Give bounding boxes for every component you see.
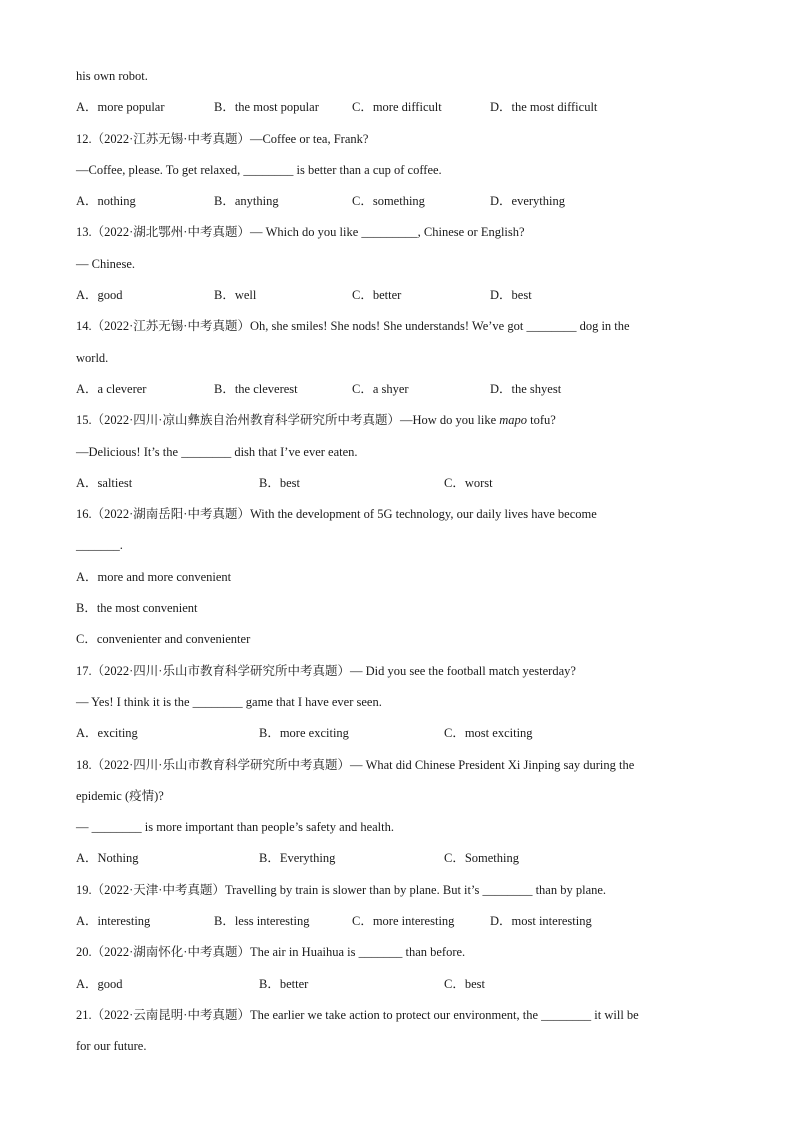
option-b: B．less interesting — [214, 914, 310, 929]
question-13-stem: 13.（2022·湖北鄂州·中考真题）— Which do you like _________, Chinese or English? — [76, 225, 525, 240]
question-16-stem: 16.（2022·湖南岳阳·中考真题）With the development of 5G technology, our daily lives have become — [76, 507, 597, 522]
option-b: B．anything — [214, 194, 279, 209]
question-18-options — [76, 844, 726, 875]
option-a: A．exciting — [76, 726, 138, 741]
question-16-option-a: A．more and more convenient — [76, 569, 232, 584]
option-a: A．good — [76, 288, 123, 303]
question-13-dialogue: — Chinese. — [76, 256, 136, 271]
question-15-stem — [76, 406, 726, 437]
option-c: C．a shyer — [352, 381, 409, 396]
question-19-options — [76, 907, 726, 938]
question-20-options — [76, 970, 726, 1001]
question-13-options — [76, 281, 726, 312]
option-a: A．good — [76, 976, 123, 991]
question-17-options — [76, 719, 726, 750]
question-19-stem: 19.（2022·天津·中考真题）Travelling by train is slower than by plane. But it’s ________ than by plane. — [76, 882, 607, 897]
option-d: D．the shyest — [490, 381, 562, 396]
question-15-options — [76, 469, 726, 500]
option-a: A．a cleverer — [76, 381, 147, 396]
question-18-dialogue: — ________ is more important than people’s safety and health. — [76, 820, 394, 835]
option-a: A．nothing — [76, 194, 136, 209]
option-d: D．everything — [490, 194, 565, 209]
question-14-stem: 14.（2022·江苏无锡·中考真题）Oh, she smiles! She nods! She understands! We’ve got ________ dog in the — [76, 319, 630, 334]
question-11-continuation: his own robot. — [76, 69, 148, 83]
question-15-italic-term: mapo — [499, 413, 528, 428]
option-b: B．the most popular — [214, 100, 319, 115]
question-20-stem: 20.（2022·湖南怀化·中考真题）The air in Huaihua is _______ than before. — [76, 945, 466, 960]
question-15-stem-end: tofu? — [527, 413, 556, 428]
option-c: C．more difficult — [352, 100, 442, 115]
question-17-dialogue: — Yes! I think it is the ________ game that I have ever seen. — [76, 694, 382, 709]
option-c: C．more interesting — [352, 914, 455, 929]
question-21-stem-continued: for our future. — [76, 1039, 147, 1054]
option-b: B．Everything — [259, 851, 336, 866]
question-14-options — [76, 375, 726, 406]
option-d: D．the most difficult — [490, 100, 598, 115]
question-18-stem-continued: epidemic (疫情)? — [76, 788, 164, 803]
option-b: B．better — [259, 976, 309, 991]
option-c: C．worst — [444, 475, 493, 490]
option-d: D．best — [490, 288, 532, 303]
option-c: C．best — [444, 976, 485, 991]
option-a: A．Nothing — [76, 851, 139, 866]
option-c: C．most exciting — [444, 726, 533, 741]
option-b: B．best — [259, 475, 300, 490]
question-21-stem: 21.（2022·云南昆明·中考真题）The earlier we take action to protect our environment, the ________ it will be — [76, 1007, 639, 1022]
question-16-blank: _______. — [76, 538, 123, 553]
option-a: A．saltiest — [76, 475, 133, 490]
question-18-stem: 18.（2022·四川·乐山市教育科学研究所中考真题）— What did Chinese President Xi Jinping say during the — [76, 757, 635, 772]
option-b: B．the cleverest — [214, 381, 298, 396]
question-15-stem-text: 15.（2022·四川·凉山彝族自治州教育科学研究所中考真题）—How do you like — [76, 413, 500, 428]
question-12-options — [76, 187, 726, 218]
question-11-options — [76, 93, 726, 124]
question-16-option-b: B．the most convenient — [76, 601, 198, 616]
option-a: A．more popular — [76, 100, 165, 115]
option-a: A．interesting — [76, 914, 151, 929]
option-b: B．well — [214, 288, 257, 303]
worksheet-page — [76, 62, 726, 1064]
question-12-stem: 12.（2022·江苏无锡·中考真题）—Coffee or tea, Frank? — [76, 131, 369, 146]
option-c: C．better — [352, 288, 402, 303]
option-c: C．Something — [444, 851, 520, 866]
question-15-dialogue: —Delicious! It’s the ________ dish that I’ve ever eaten. — [76, 444, 358, 459]
question-12-dialogue: —Coffee, please. To get relaxed, ________ is better than a cup of coffee. — [76, 162, 442, 177]
question-17-stem: 17.（2022·四川·乐山市教育科学研究所中考真题）— Did you see the football match yesterday? — [76, 663, 576, 678]
option-c: C．something — [352, 194, 425, 209]
option-d: D．most interesting — [490, 914, 592, 929]
question-16-option-c: C．convenienter and convenienter — [76, 632, 251, 647]
option-b: B．more exciting — [259, 726, 349, 741]
question-14-stem-continued: world. — [76, 350, 109, 365]
